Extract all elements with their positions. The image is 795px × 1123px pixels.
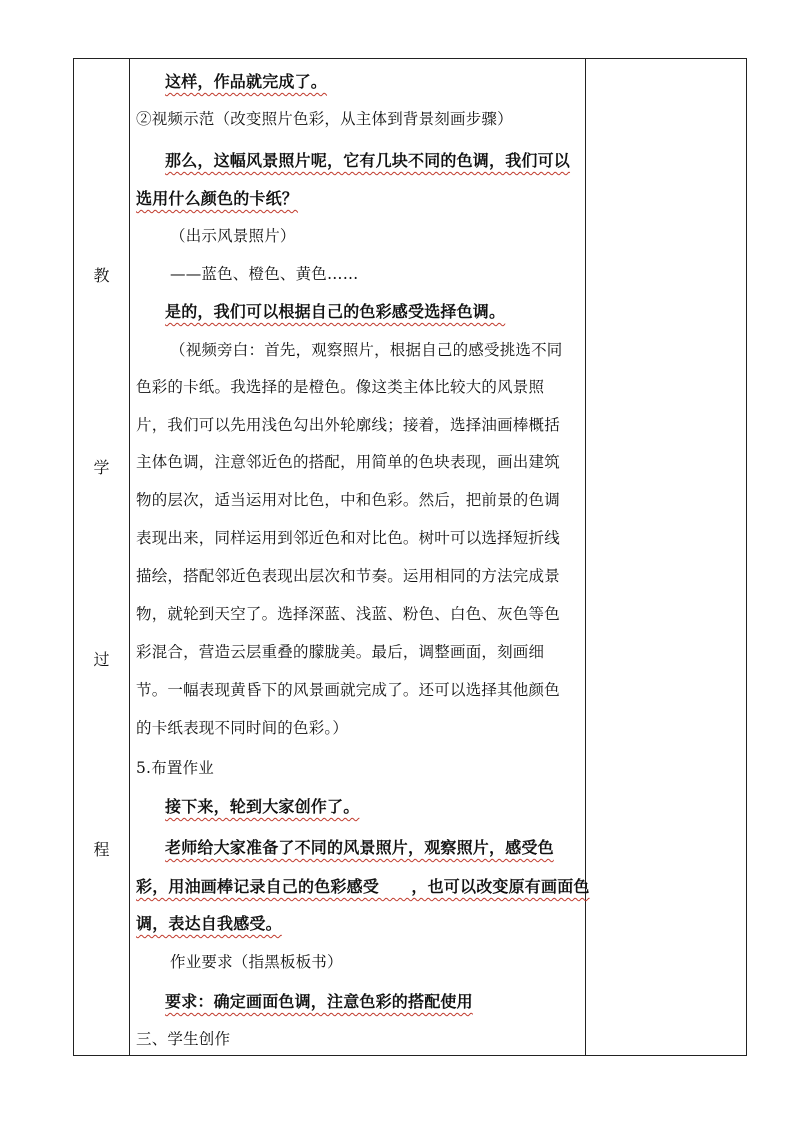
text-line: 表现出来，同样运用到邻近色和对比色。树叶可以选择短折线 (136, 529, 560, 547)
text-line: 主体色调，注意邻近色的搭配，用简单的色块表现，画出建筑 (136, 453, 560, 471)
side-label-xue: 学 (93, 458, 110, 477)
column-divider-right (585, 59, 586, 1055)
text-line: 这样，作品就完成了。 (165, 72, 328, 91)
text-line: 选用什么颜色的卡纸？ (136, 189, 299, 208)
text-line: 老师给大家准备了不同的风景照片，观察照片，感受色 (165, 838, 554, 857)
side-label-cheng: 程 (93, 840, 110, 859)
text-line: （出示风景照片） (170, 227, 296, 245)
text-line: 三、学生创作 (136, 1030, 231, 1048)
text-line: 物的层次，适当运用对比色，中和色彩。然后，把前景的色调 (136, 491, 560, 509)
text-line: 片，我们可以先用浅色勾出外轮廓线；接着，选择油画棒概括 (136, 416, 560, 434)
text-line: 色彩的卡纸。我选择的是橙色。像这类主体比较大的风景照 (136, 378, 545, 396)
text-line: 接下来，轮到大家创作了。 (165, 797, 360, 816)
text-line: （视频旁白：首先，观察照片，根据自己的感受挑选不同 (170, 341, 563, 359)
side-label-jiao: 教 (93, 266, 110, 285)
text-line: 是的，我们可以根据自己的色彩感受选择色调。 (165, 302, 506, 321)
side-label-guo: 过 (93, 650, 110, 669)
text-line: 那么，这幅风景照片呢，它有几块不同的色调，我们可以 (165, 151, 571, 170)
text-line: 5.布置作业 (136, 759, 214, 777)
text-line: ②视频示范（改变照片色彩，从主体到背景刻画步骤） (136, 110, 513, 128)
column-divider-left (129, 59, 130, 1055)
text-line: 的卡纸表现不同时间的色彩。） (136, 719, 349, 737)
text-line: 作业要求（指黑板板书） (170, 953, 343, 971)
text-line: 调，表达自我感受。 (136, 914, 282, 933)
text-line: 物，就轮到天空了。选择深蓝、浅蓝、粉色、白色、灰色等色 (136, 605, 560, 623)
text-line: ——蓝色、橙色、黄色…… (170, 265, 359, 283)
text-line: 彩，用油画棒记录自己的色彩感受 ，也可以改变原有画面色 (136, 877, 590, 896)
text-line: 节。一幅表现黄昏下的风景画就完成了。还可以选择其他颜色 (136, 681, 560, 699)
text-line: 描绘，搭配邻近色表现出层次和节奏。运用相同的方法完成景 (136, 567, 560, 585)
lesson-table (73, 58, 747, 1056)
text-line: 要求：确定画面色调，注意色彩的搭配使用 (165, 992, 473, 1011)
text-line: 彩混合，营造云层重叠的朦胧美。最后，调整画面，刻画细 (136, 643, 545, 661)
